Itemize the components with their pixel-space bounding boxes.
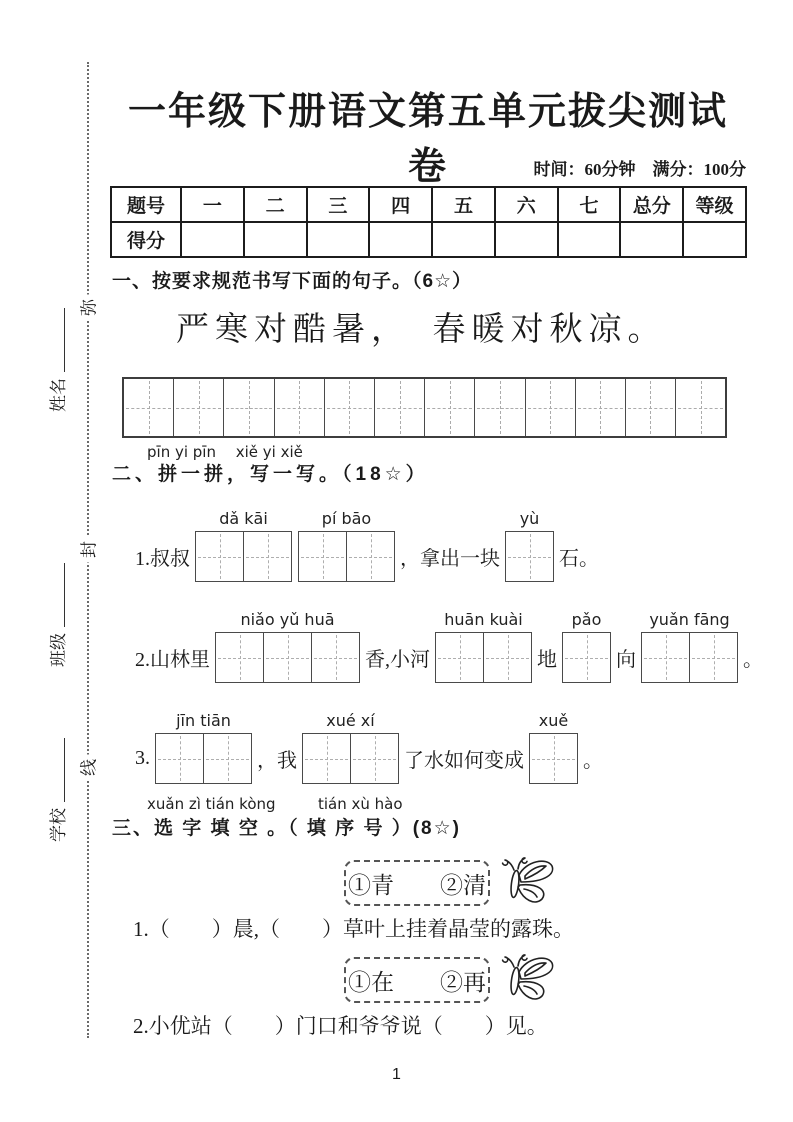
tianzige-cell (311, 633, 359, 682)
tianzige-cell (274, 379, 324, 436)
tianzige-box (302, 733, 399, 784)
tianzige-cell (675, 379, 725, 436)
tianzige-cell (563, 633, 610, 682)
tianzige-cell (525, 379, 575, 436)
tianzige-cell (156, 734, 203, 783)
section3-pinyin-part1: xuǎn zì tián kòng (147, 795, 276, 813)
pinyin-label: jīn tiān (176, 711, 231, 730)
tianzige-cell (196, 532, 243, 581)
option-box-2: ①在 ②再 (344, 957, 490, 1003)
tianzige-cell (689, 633, 737, 682)
section3-item-2: 2.小优站（ ）门口和爷爷说（ ）见。 (133, 1014, 548, 1038)
answer-box (195, 509, 292, 582)
section3-heading: 三、选 字 填 空 。（ 填 序 号 ）(8☆) (112, 818, 461, 839)
item-text: ，我 (257, 750, 297, 772)
tianzige-box (155, 733, 252, 784)
pinyin-label: pí bāo (321, 509, 372, 528)
pinyin-label: xuě (538, 711, 569, 730)
pinyin-label: yù (519, 509, 540, 528)
tianzige-box (505, 531, 554, 582)
col-6: 六 (495, 187, 558, 222)
pinyin-label: niǎo yǔ huā (240, 610, 335, 629)
tianzige-box (298, 531, 395, 582)
tianzige-cell (625, 379, 675, 436)
section2-item-2 (133, 610, 765, 683)
tianzige-cell (324, 379, 374, 436)
answer-box (529, 711, 578, 784)
item-text: 向 (616, 649, 636, 671)
tianzige-box (641, 632, 738, 683)
butterfly-icon (495, 952, 557, 1006)
school-blank-line (47, 738, 65, 802)
item-text: 石。 (559, 548, 599, 570)
tianzige-cell (346, 532, 394, 581)
section2-item-1 (133, 509, 601, 582)
tianzige-cell (483, 633, 531, 682)
score-table (110, 186, 747, 258)
answer-box (155, 711, 252, 784)
answer-box (302, 711, 399, 784)
item-text: 地 (537, 649, 557, 671)
tianzige-cell (173, 379, 223, 436)
tianzige-cell (299, 532, 346, 581)
section3-pinyin-part2: tián xù hào (318, 795, 403, 813)
col-4: 四 (369, 187, 432, 222)
tianzige-cell (642, 633, 689, 682)
score-cell (181, 222, 244, 257)
tianzige-box (215, 632, 360, 683)
item-text: 3. (135, 747, 150, 769)
col-total: 总分 (620, 187, 683, 222)
tianzige-cell (506, 532, 553, 581)
score-table-header-row (111, 187, 746, 222)
col-grade: 等级 (683, 187, 746, 222)
answer-box (505, 509, 554, 582)
tianzige-cell (124, 379, 173, 436)
tianzige-cell (203, 734, 251, 783)
answer-box (435, 610, 532, 683)
tianzige-box (435, 632, 532, 683)
score-cell (307, 222, 370, 257)
col-2: 二 (244, 187, 307, 222)
section2-item-3 (133, 711, 605, 784)
item-text: 。 (743, 649, 763, 671)
score-cell (495, 222, 558, 257)
answer-box (562, 610, 611, 683)
score-cell (558, 222, 621, 257)
tianzige-box (562, 632, 611, 683)
score-cell (620, 222, 683, 257)
pinyin-label: pǎo (571, 610, 602, 629)
section2-pinyin: pīn yi pīn xiě yi xiě (147, 443, 303, 461)
name-field (45, 277, 67, 443)
page-number: 1 (392, 1066, 401, 1083)
score-cell (683, 222, 746, 257)
tianzige-cell (263, 633, 311, 682)
page-title: 一年级下册语文第五单元拔尖测试卷 (127, 91, 728, 188)
item-text: 2.山林里 (135, 649, 210, 671)
answer-box (215, 610, 360, 683)
tianzige-cell (350, 734, 398, 783)
school-field (45, 707, 67, 873)
answer-box (298, 509, 395, 582)
tianzige-cell (575, 379, 625, 436)
name-blank-line (47, 308, 65, 372)
name-label: 姓名 (48, 378, 68, 412)
section1-sentence: 严寒对酷暑， 春暖对秋凉。 (176, 312, 667, 348)
tianzige-cell (216, 633, 263, 682)
writing-grid (122, 377, 727, 438)
section1-heading: 一、按要求规范书写下面的句子。（6☆） (112, 271, 473, 292)
class-blank-line (47, 563, 65, 627)
item-text: 了水如何变成 (404, 750, 524, 772)
tianzige-cell (374, 379, 424, 436)
item-text: 。 (583, 750, 603, 772)
pinyin-label: huān kuài (444, 610, 523, 629)
seal-char-xian: 线 (72, 755, 103, 781)
col-5: 五 (432, 187, 495, 222)
seal-char-mi: 弥 (72, 295, 103, 321)
col-3: 三 (307, 187, 370, 222)
butterfly-icon (495, 855, 557, 909)
pinyin-label: xué xí (326, 711, 375, 730)
pinyin-label: dǎ kāi (219, 509, 268, 528)
section2-heading: 二、拼一拼，写一写。（18☆） (112, 464, 429, 485)
tianzige-cell (303, 734, 350, 783)
score-cell (369, 222, 432, 257)
item-text: ，拿出一块 (400, 548, 500, 570)
tianzige-cell (530, 734, 577, 783)
tianzige-box (529, 733, 578, 784)
col-1: 一 (181, 187, 244, 222)
tianzige-cell (424, 379, 474, 436)
seal-char-feng: 封 (72, 537, 103, 563)
school-label: 学校 (48, 808, 68, 842)
score-cell (432, 222, 495, 257)
pinyin-label: yuǎn fāng (649, 610, 730, 629)
tianzige-cell (223, 379, 273, 436)
time-score-info: 时间：60分钟 满分：100分 (533, 160, 746, 179)
section3-item-1: 1.（ ）晨,（ ）草叶上挂着晶莹的露珠。 (133, 917, 574, 941)
answer-box (641, 610, 738, 683)
col-7: 七 (558, 187, 621, 222)
class-field (45, 532, 67, 698)
option-box-1: ①青 ②清 (344, 860, 490, 906)
score-row-label: 得分 (111, 222, 181, 257)
tianzige-cell (474, 379, 524, 436)
tianzige-cell (243, 532, 291, 581)
score-cell (244, 222, 307, 257)
col-question-number: 题号 (111, 187, 181, 222)
item-text: 1.叔叔 (135, 548, 190, 570)
score-row (111, 222, 746, 257)
class-label: 班级 (48, 633, 68, 667)
item-text: 香,小河 (365, 649, 430, 671)
tianzige-box (195, 531, 292, 582)
tianzige-cell (436, 633, 483, 682)
